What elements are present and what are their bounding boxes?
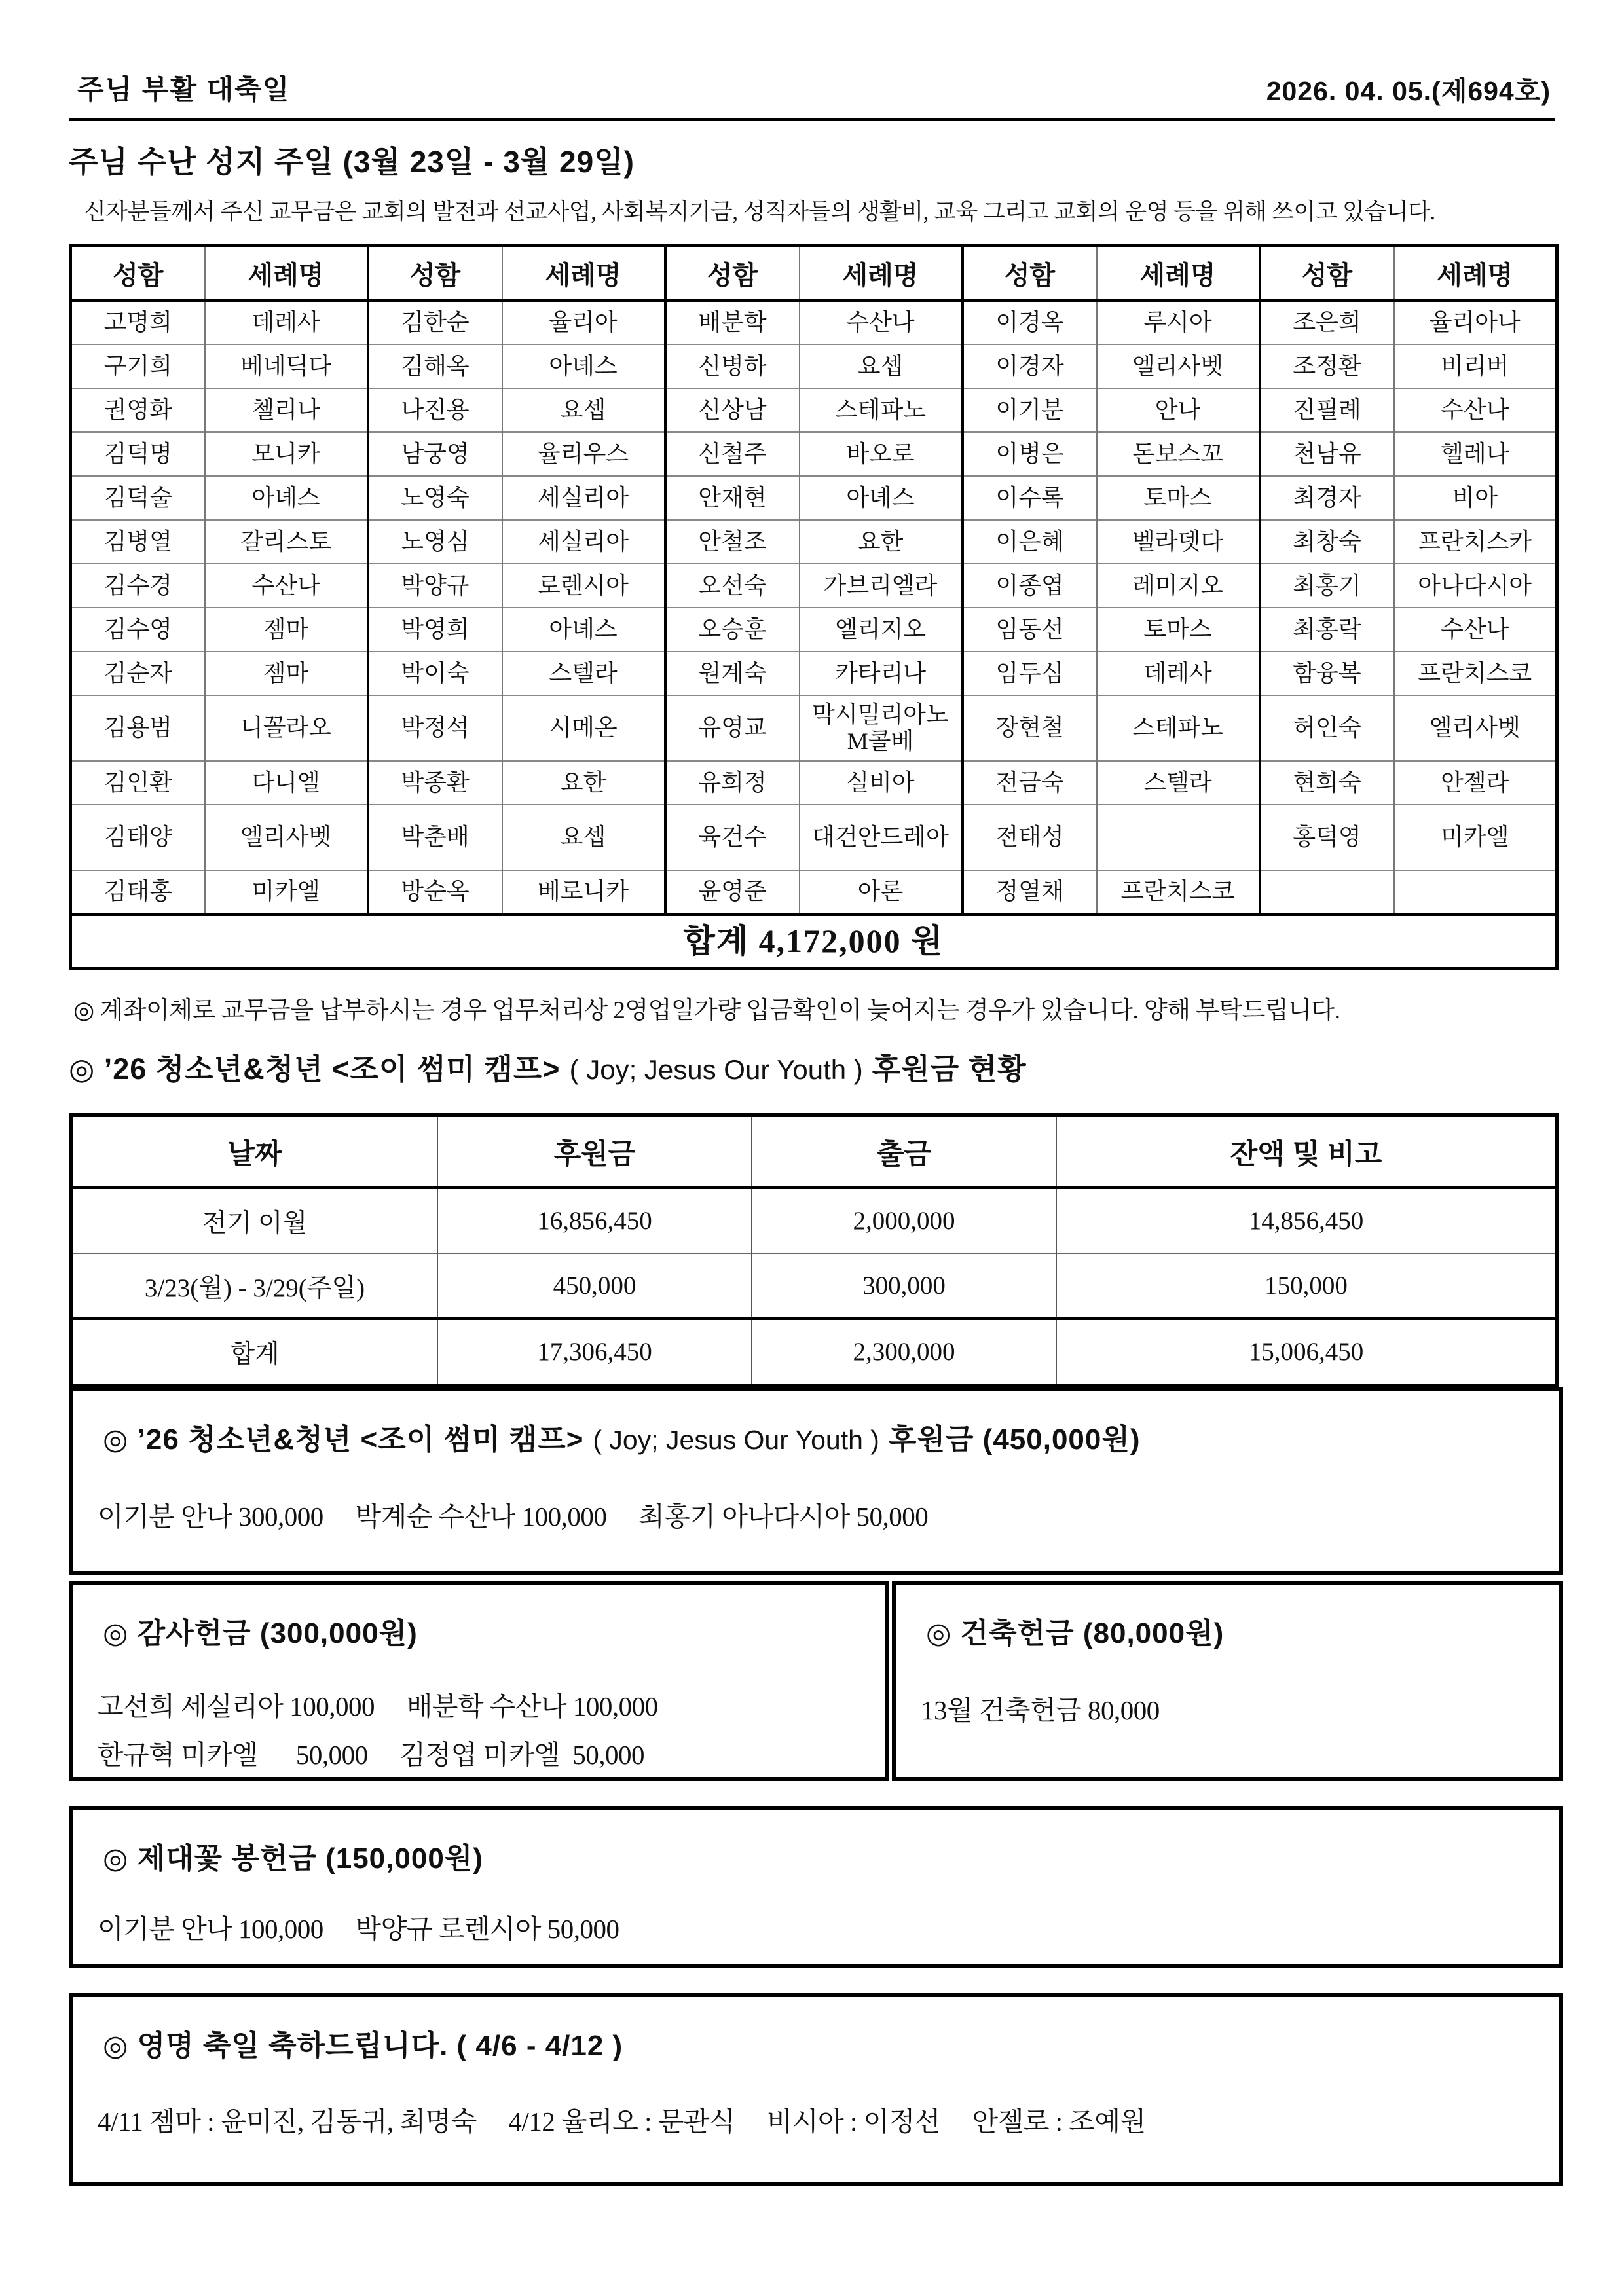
- table-cell: 함융복: [1260, 652, 1394, 695]
- table-cell: 배분학: [665, 301, 800, 344]
- table-row: [71, 1188, 1557, 1253]
- table-cell: 카타리나: [800, 652, 963, 695]
- table-cell: 시메온: [502, 695, 665, 761]
- table-cell: 노영숙: [368, 476, 502, 520]
- table-cell: 육건수: [665, 805, 800, 870]
- table-row: [71, 652, 1557, 695]
- table-row: [71, 388, 1557, 432]
- table-cell: 안젤라: [1394, 761, 1557, 805]
- table-cell: 최창숙: [1260, 520, 1394, 564]
- table-cell: 남궁영: [368, 432, 502, 476]
- table-cell: 다니엘: [205, 761, 368, 805]
- table-cell: 신철주: [665, 432, 800, 476]
- transfer-note: ◎ 계좌이체로 교무금을 납부하시는 경우 업무처리상 2영업일가량 입금확인이 늦어지는 경우가 있습니다. 양해 부탁드립니다.: [73, 997, 1340, 1024]
- joy-box-title-korean: ◎ ’26 청소년&청년 <조이 썸미 캠프>: [103, 1423, 584, 1456]
- table-row: [71, 432, 1557, 476]
- feast-day-list: 4/11 젬마 : 윤미진, 김동귀, 최명숙 4/12 율리오 : 문관식 비시아 : 이정선 안젤로 : 조예원: [98, 2106, 1146, 2137]
- table-cell: 니꼴라오: [205, 695, 368, 761]
- table-cell: 아론: [800, 870, 963, 914]
- table-cell: 김용범: [71, 695, 205, 761]
- table-cell: 최홍기: [1260, 564, 1394, 608]
- table-cell: 원계숙: [665, 652, 800, 695]
- building-fund-box: [892, 1581, 1563, 1781]
- table-cell: 김한순: [368, 301, 502, 344]
- table-cell: 엘리지오: [800, 608, 963, 652]
- table-cell: 구기희: [71, 344, 205, 388]
- table-cell: 3/23(월) - 3/29(주일): [71, 1253, 437, 1319]
- col-header: 후원금: [437, 1115, 752, 1188]
- table-cell: 윤영준: [665, 870, 800, 914]
- table-cell: 박춘배: [368, 805, 502, 870]
- table-cell: 임두심: [963, 652, 1097, 695]
- col-header: 세례명: [502, 246, 665, 301]
- table-cell: 벨라뎃다: [1097, 520, 1260, 564]
- table-cell: 비아: [1394, 476, 1557, 520]
- offering-intro-text: 신자분들께서 주신 교무금은 교회의 발전과 선교사업, 사회복지기금, 성직자들의 생활비, 교육 그리고 교회의 운영 등을 위해 쓰이고 있습니다.: [84, 199, 1435, 225]
- thanksgiving-box-title: ◎ 감사헌금 (300,000원): [103, 1617, 418, 1649]
- col-header: 출금: [752, 1115, 1056, 1188]
- col-header: 세례명: [205, 246, 368, 301]
- table-cell: 안철조: [665, 520, 800, 564]
- table-row: [71, 564, 1557, 608]
- table-cell: 엘리사벳: [1097, 344, 1260, 388]
- col-header: 성함: [1260, 246, 1394, 301]
- table-cell: 김수영: [71, 608, 205, 652]
- table-cell: 허인숙: [1260, 695, 1394, 761]
- table-cell: 김인환: [71, 761, 205, 805]
- table-cell: 김순자: [71, 652, 205, 695]
- table-cell: 토마스: [1097, 476, 1260, 520]
- table-cell: 아녜스: [502, 344, 665, 388]
- joy-box-title-english: ( Joy; Jesus Our Youth ): [593, 1425, 879, 1455]
- thanksgiving-line-2: 한규혁 미카엘 50,000 김정엽 미카엘 50,000: [98, 1739, 645, 1770]
- table-cell: 베로니카: [502, 870, 665, 914]
- table-cell: [1394, 870, 1557, 914]
- altar-flower-donation-list: 이기분 안나 100,000 박양규 로렌시아 50,000: [98, 1914, 619, 1944]
- table-cell: 젬마: [205, 652, 368, 695]
- table-cell: 스텔라: [502, 652, 665, 695]
- table-cell: 오선숙: [665, 564, 800, 608]
- building-box-title: ◎ 건축헌금 (80,000원): [926, 1617, 1225, 1649]
- joy-box-title-suffix: 후원금 (450,000원): [888, 1423, 1141, 1456]
- thanksgiving-line-1: 고선희 세실리아 100,000 배분학 수산나 100,000: [98, 1691, 658, 1721]
- table-cell: 돈보스꼬: [1097, 432, 1260, 476]
- col-header: 성함: [963, 246, 1097, 301]
- table-cell: 합계: [71, 1319, 437, 1386]
- table-cell: 비리버: [1394, 344, 1557, 388]
- table-cell: 박영희: [368, 608, 502, 652]
- table-cell: 14,856,450: [1056, 1188, 1557, 1253]
- col-header: 성함: [665, 246, 800, 301]
- table-row: [71, 870, 1557, 914]
- table-cell: 이경옥: [963, 301, 1097, 344]
- table-cell: 미카엘: [205, 870, 368, 914]
- table-cell: 450,000: [437, 1253, 752, 1319]
- table-cell: 홍덕영: [1260, 805, 1394, 870]
- table-cell: 300,000: [752, 1253, 1056, 1319]
- table-cell: 아나다시아: [1394, 564, 1557, 608]
- table-cell: 박양규: [368, 564, 502, 608]
- table-cell: 천남유: [1260, 432, 1394, 476]
- table-cell: 2,300,000: [752, 1319, 1056, 1386]
- table-cell: 유영교: [665, 695, 800, 761]
- table-cell: 이병은: [963, 432, 1097, 476]
- table-cell: 프란치스코: [1097, 870, 1260, 914]
- table-cell: 권영화: [71, 388, 205, 432]
- table-cell: 김태홍: [71, 870, 205, 914]
- table-cell: 150,000: [1056, 1253, 1557, 1319]
- table-cell: 전기 이월: [71, 1188, 437, 1253]
- col-header: 세례명: [1394, 246, 1557, 301]
- table-cell: 이기분: [963, 388, 1097, 432]
- table-cell: 조은희: [1260, 301, 1394, 344]
- table-cell: 박이숙: [368, 652, 502, 695]
- joy-donation-box-title: [103, 1416, 1559, 1458]
- summary-header-row: [71, 1115, 1557, 1188]
- table-cell: 헬레나: [1394, 432, 1557, 476]
- table-cell: 박정석: [368, 695, 502, 761]
- joy-fund-section-title: [69, 1045, 1027, 1088]
- table-cell: 고명희: [71, 301, 205, 344]
- table-cell: 신병하: [665, 344, 800, 388]
- offering-total-label: 합계 4,172,000 원: [71, 914, 1557, 968]
- table-cell: 현희숙: [1260, 761, 1394, 805]
- table-cell: 바오로: [800, 432, 963, 476]
- table-cell: 전금숙: [963, 761, 1097, 805]
- table-cell: 데레사: [205, 301, 368, 344]
- table-cell: 안나: [1097, 388, 1260, 432]
- table-cell: [1260, 870, 1394, 914]
- table-row: [71, 344, 1557, 388]
- offering-total-row: [71, 914, 1557, 968]
- table-cell: 진필례: [1260, 388, 1394, 432]
- table-cell: 스테파노: [800, 388, 963, 432]
- table-cell: 율리아: [502, 301, 665, 344]
- table-cell: 요셉: [502, 388, 665, 432]
- table-cell: [1097, 805, 1260, 870]
- table-cell: 레미지오: [1097, 564, 1260, 608]
- table-cell: 루시아: [1097, 301, 1260, 344]
- passion-week-title: 주님 수난 성지 주일 (3월 23일 - 3월 29일): [69, 145, 635, 179]
- table-cell: 세실리아: [502, 520, 665, 564]
- feast-day-box: [69, 1993, 1563, 2186]
- thanksgiving-donation-list: [98, 1683, 885, 1780]
- table-cell: 임동선: [963, 608, 1097, 652]
- table-cell: 베네딕다: [205, 344, 368, 388]
- feast-day-box-title: ◎ 영명 축일 축하드립니다. ( 4/6 - 4/12 ): [103, 2030, 623, 2062]
- table-cell: 아녜스: [502, 608, 665, 652]
- table-cell: 정열채: [963, 870, 1097, 914]
- joy-donation-box: [69, 1387, 1563, 1575]
- joy-donation-list: 이기분 안나 300,000 박계순 수산나 100,000 최홍기 아나다시아 50,000: [98, 1501, 929, 1532]
- table-cell: 유희정: [665, 761, 800, 805]
- table-cell: 엘리사벳: [1394, 695, 1557, 761]
- table-cell: 김수경: [71, 564, 205, 608]
- table-cell: 모니카: [205, 432, 368, 476]
- table-cell: 최경자: [1260, 476, 1394, 520]
- table-cell: 안재현: [665, 476, 800, 520]
- table-cell: 16,856,450: [437, 1188, 752, 1253]
- table-row: [71, 476, 1557, 520]
- table-row: [71, 695, 1557, 761]
- joy-fund-summary-table: [69, 1113, 1559, 1387]
- table-cell: 요셉: [502, 805, 665, 870]
- table-cell: 엘리사벳: [205, 805, 368, 870]
- joy-title-korean: ◎ ’26 청소년&청년 <조이 썸미 캠프>: [69, 1052, 561, 1086]
- table-cell: 15,006,450: [1056, 1319, 1557, 1386]
- joy-title-english: ( Joy; Jesus Our Youth ): [569, 1054, 863, 1085]
- col-header: 잔액 및 비고: [1056, 1115, 1557, 1188]
- thanksgiving-offering-box: [69, 1581, 889, 1781]
- table-cell: 율리우스: [502, 432, 665, 476]
- altar-flower-box-title: ◎ 제대꽃 봉헌금 (150,000원): [103, 1843, 483, 1875]
- table-cell: 수산나: [800, 301, 963, 344]
- table-cell: 2,000,000: [752, 1188, 1056, 1253]
- table-cell: 가브리엘라: [800, 564, 963, 608]
- col-header: 성함: [368, 246, 502, 301]
- table-row: [71, 761, 1557, 805]
- table-cell: 아녜스: [205, 476, 368, 520]
- joy-title-suffix: 후원금 현황: [872, 1052, 1027, 1086]
- table-cell: 율리아나: [1394, 301, 1557, 344]
- table-row: [71, 520, 1557, 564]
- table-cell: 갈리스토: [205, 520, 368, 564]
- table-cell: 막시밀리아노M콜베: [800, 695, 963, 761]
- table-cell: 김덕술: [71, 476, 205, 520]
- col-header: 세례명: [1097, 246, 1260, 301]
- table-cell: 최홍락: [1260, 608, 1394, 652]
- table-cell: 젬마: [205, 608, 368, 652]
- table-cell: 토마스: [1097, 608, 1260, 652]
- table-cell: 프란치스코: [1394, 652, 1557, 695]
- table-cell: 노영심: [368, 520, 502, 564]
- table-cell: 수산나: [1394, 608, 1557, 652]
- table-cell: 나진용: [368, 388, 502, 432]
- table-cell: 로렌시아: [502, 564, 665, 608]
- table-cell: 신상남: [665, 388, 800, 432]
- table-cell: 방순옥: [368, 870, 502, 914]
- table-cell: 스텔라: [1097, 761, 1260, 805]
- table-cell: 수산나: [205, 564, 368, 608]
- table-cell: 김덕명: [71, 432, 205, 476]
- offering-header-row: [71, 246, 1557, 301]
- table-cell: 수산나: [1394, 388, 1557, 432]
- table-cell: 김태양: [71, 805, 205, 870]
- table-row: [71, 608, 1557, 652]
- table-cell: 스테파노: [1097, 695, 1260, 761]
- table-cell: 조정환: [1260, 344, 1394, 388]
- table-cell: 이경자: [963, 344, 1097, 388]
- page-header-title: 주님 부활 대축일: [77, 74, 291, 105]
- header-rule: [69, 118, 1555, 121]
- table-cell: 요한: [800, 520, 963, 564]
- table-cell: 오승훈: [665, 608, 800, 652]
- table-cell: 박종환: [368, 761, 502, 805]
- table-cell: 이은혜: [963, 520, 1097, 564]
- table-cell: 김병열: [71, 520, 205, 564]
- offering-table: [69, 244, 1559, 970]
- table-cell: 이종엽: [963, 564, 1097, 608]
- altar-flower-box: [69, 1806, 1563, 1968]
- table-cell: 요한: [502, 761, 665, 805]
- table-cell: 김해옥: [368, 344, 502, 388]
- table-cell: 세실리아: [502, 476, 665, 520]
- table-cell: 아녜스: [800, 476, 963, 520]
- table-cell: 대건안드레아: [800, 805, 963, 870]
- table-cell: 전태성: [963, 805, 1097, 870]
- table-cell: 첼리나: [205, 388, 368, 432]
- table-cell: 데레사: [1097, 652, 1260, 695]
- table-cell: 미카엘: [1394, 805, 1557, 870]
- table-cell: 실비아: [800, 761, 963, 805]
- table-row: [71, 805, 1557, 870]
- col-header: 세례명: [800, 246, 963, 301]
- table-cell: 이수록: [963, 476, 1097, 520]
- col-header: 날짜: [71, 1115, 437, 1188]
- table-row: [71, 1253, 1557, 1319]
- table-row: [71, 301, 1557, 344]
- table-cell: 장현철: [963, 695, 1097, 761]
- table-cell: 요셉: [800, 344, 963, 388]
- table-cell: 프란치스카: [1394, 520, 1557, 564]
- building-donation-list: 13월 건축헌금 80,000: [921, 1695, 1160, 1725]
- page-header-date: 2026. 04. 05.(제694호): [1266, 76, 1551, 106]
- col-header: 성함: [71, 246, 205, 301]
- table-cell: 17,306,450: [437, 1319, 752, 1386]
- table-row: [71, 1319, 1557, 1386]
